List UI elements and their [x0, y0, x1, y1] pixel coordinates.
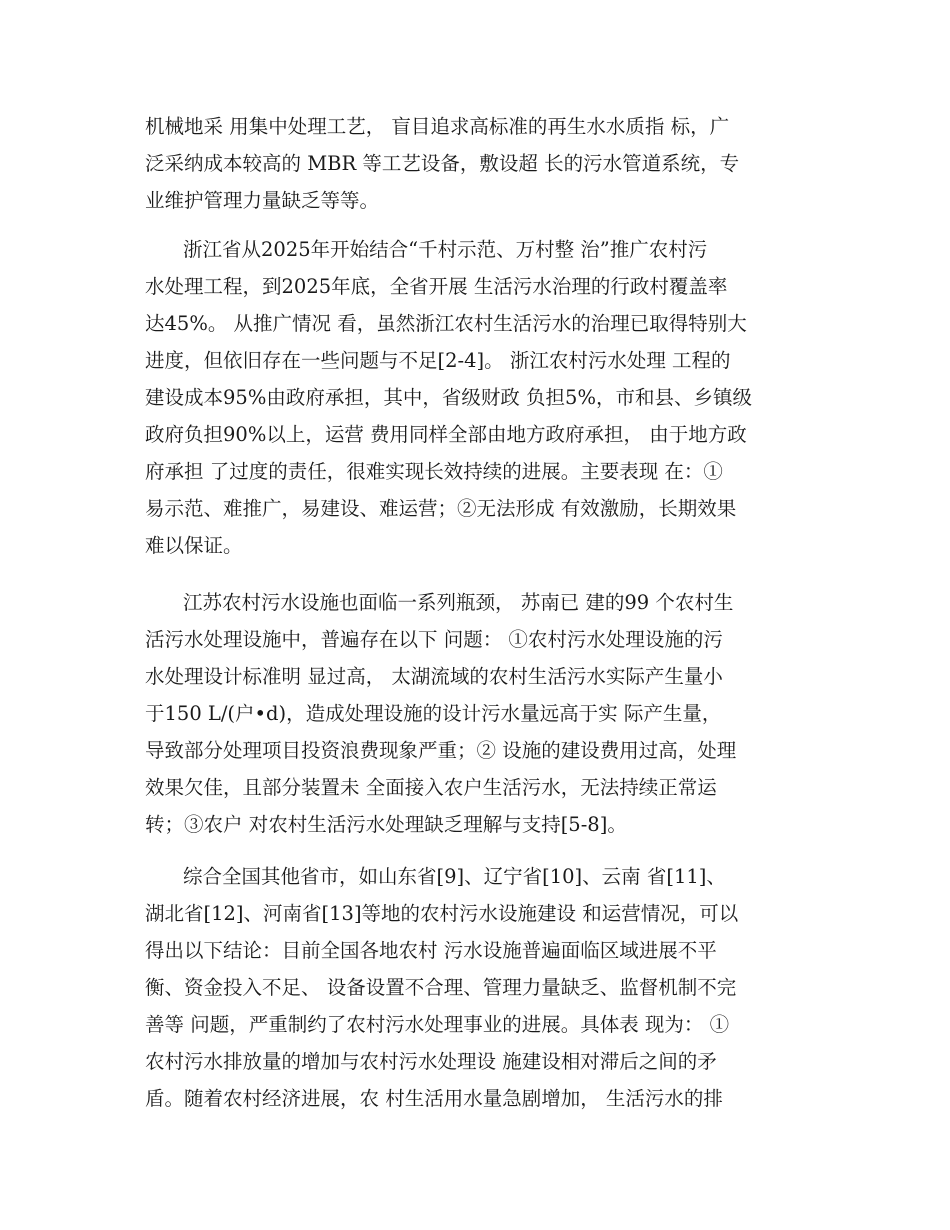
- text-line: 难以保证。: [145, 534, 243, 557]
- text-line: 转；③农户 对农村生活污水处理缺乏理解与支持[5-8]。: [145, 813, 627, 836]
- text-line: 政府负担90%以上，运营 费用同样全部由地方政府承担， 由于地方政: [145, 423, 747, 446]
- text-line: 机械地采 用集中处理工艺， 盲目追求高标准的再生水水质指 标，广: [145, 115, 730, 138]
- text-line: 盾。随着农村经济进展，农 村生活用水量急剧增加， 生活污水的排: [145, 1087, 723, 1110]
- text-line: 水处理设计标准明 显过高， 太湖流域的农村生活污水实际产生量小: [145, 665, 723, 688]
- text-line: 湖北省[12]、河南省[13]等地的农村污水设施建设 和运营情况，可以: [145, 902, 739, 925]
- text-line: 达45%。 从推广情况 看，虽然浙江农村生活污水的治理已取得特别大: [145, 312, 747, 335]
- text-line: 善等 问题，严重制约了农村污水处理事业的进展。具体表 现为： ①: [145, 1013, 730, 1036]
- text-line: 活污水处理设施中，普遍存在以下 问题： ①农村污水处理设施的污: [145, 628, 723, 651]
- text-line: 易示范、难推广，易建设、难运营；②无法形成 有效激励，长期效果: [145, 497, 737, 520]
- text-line: 综合全国其他省市，如山东省[9]、辽宁省[10]、云南 省[11]、: [183, 865, 726, 888]
- text-line: 业维护管理力量缺乏等等。: [145, 189, 380, 212]
- text-line: 江苏农村污水设施也面临一系列瓶颈， 苏南已 建的99 个农村生: [183, 591, 734, 614]
- text-line: 效果欠佳，且部分装置未 全面接入农户生活污水，无法持续正常运: [145, 776, 717, 799]
- text-line: 府承担 了过度的责任，很难实现长效持续的进展。主要表现 在：①: [145, 460, 723, 483]
- text-line: 进度，但依旧存在一些问题与不足[2-4]。 浙江农村污水处理 工程的: [145, 349, 731, 372]
- text-line: 农村污水排放量的增加与农村污水处理设 施建设相对滞后之间的矛: [145, 1050, 717, 1073]
- text-line: 建设成本95%由政府承担，其中，省级财政 负担5%，市和县、乡镇级: [145, 386, 752, 409]
- text-line: 得出以下结论：目前全国各地农村 污水设施普遍面临区域进展不平: [145, 939, 717, 962]
- text-line: 浙江省从2025年开始结合“千村示范、万村整 治”推广农村污: [183, 238, 708, 261]
- text-line: 导致部分处理项目投资浪费现象严重；② 设施的建设费用过高，处理: [145, 739, 737, 762]
- text-line: 衡、资金投入不足、 设备设置不合理、管理力量缺乏、监督机制不完: [145, 976, 737, 999]
- text-line: 泛采纳成本较高的 MBR 等工艺设备，敷设超 长的污水管道系统，专: [145, 152, 740, 175]
- text-line: 于150 L/(户•d)，造成处理设施的设计污水量远高于实 际产生量，: [145, 702, 722, 725]
- text-line: 水处理工程，到2025年底，全省开展 生活污水治理的行政村覆盖率: [145, 275, 728, 298]
